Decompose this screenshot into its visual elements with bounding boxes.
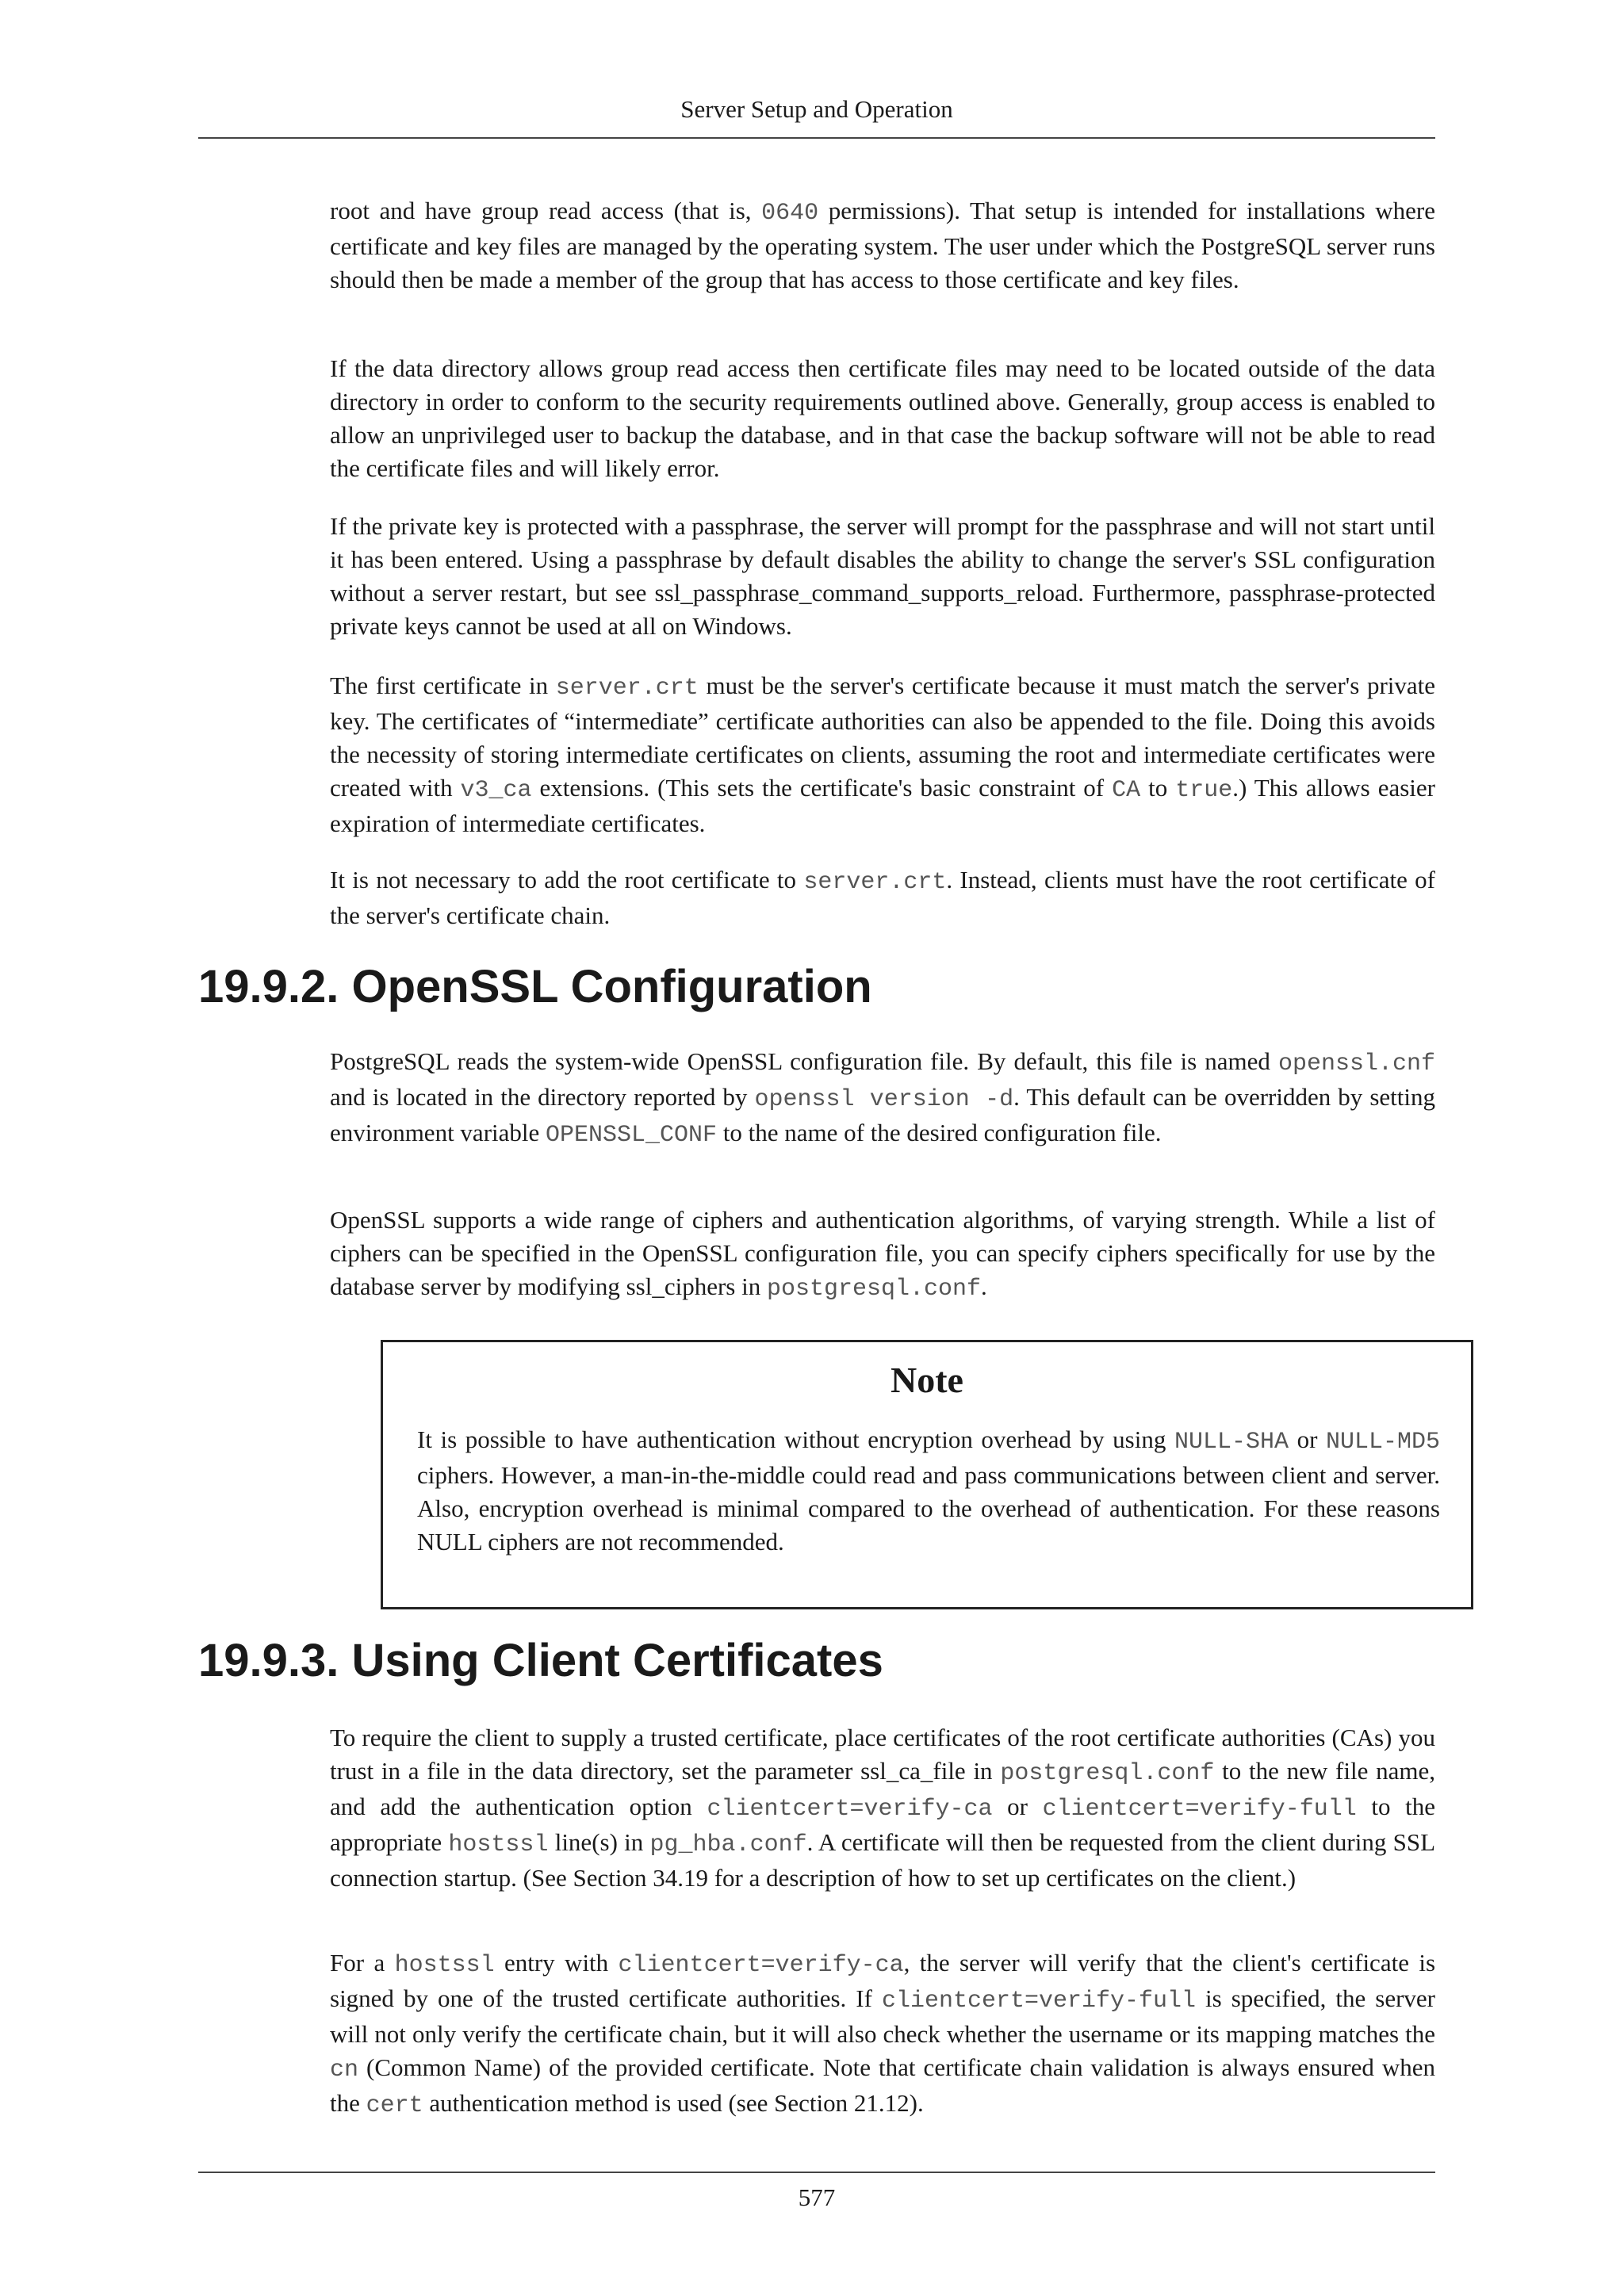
note-title: Note: [891, 1360, 963, 1400]
paragraph-group-access: root and have group read access (that is, 0640 permissions). That setup is intended for installations where certificate and key files are managed by the operating system. The user under which the PostgreSQL server runs should then be made a member of the group that has access to those certificate and key files.: [330, 197, 1435, 293]
footer-rule: [198, 2172, 1435, 2173]
paragraph-data-directory: If the data directory allows group read access then certificate files may need to be located outside of the data directory in order to conform to the security requirements outlined above. Generally, group access is enabled to allow an unprivileged user to backup the database, and in that case the backup software will not be able to read the certificate files and will likely error.: [330, 354, 1435, 482]
code-openssl-version: openssl version -d: [754, 1086, 1014, 1113]
code-postgresql-conf: postgresql.conf: [766, 1276, 982, 1303]
code-hostssl: hostssl: [448, 1831, 549, 1858]
note-box: [381, 1340, 1473, 1609]
code-null-md5: NULL-MD5: [1325, 1429, 1441, 1456]
paragraph-first-certificate: The first certificate in server.crt must be the server's certificate because it must match the server's private key. The certificates of “intermediate” certificate authorities can also be appended to the file. Doing this avoids the necessity of storing intermediate certificates on clients, assuming the root and intermediate certificates were created with v3_ca extensions. (This sets the certificate's basic constraint of CA to true.) This allows easier expiration of intermediate certificates.: [330, 672, 1436, 837]
code-true: true: [1175, 777, 1233, 804]
paragraph-hostssl-verify: For a hostssl entry with clientcert=verify-ca, the server will verify that the client's certificate is signed by one of the trusted certificate authorities. If clientcert=verify-full is specified, the server will not only verify the certificate chain, but it will also check whether the username or its mapping matches the cn (Common Name) of the provided certificate. Note that certificate chain validation is always ensured when the cert authentication method is used (see Section 21.12).: [330, 1949, 1436, 2119]
code-server-crt: server.crt: [803, 869, 947, 896]
code-server-crt: server.crt: [555, 675, 699, 702]
header-rule: [198, 137, 1435, 139]
running-header: Server Setup and Operation: [680, 95, 953, 123]
paragraph-passphrase: If the private key is protected with a passphrase, the server will prompt for the passphrase and will not start until it has been entered. Using a passphrase by default disables the ability to change the server's SSL configuration without a server restart, but see ssl_passphrase_command_supports_reload. Furthermore, passphrase-protected private keys cannot be used at all on Windows.: [330, 512, 1435, 640]
code-cert: cert: [366, 2092, 423, 2119]
code-clientcert-verify-full: clientcert=verify-full: [881, 1988, 1197, 2015]
note-text: It is possible to have authentication without encryption overhead by using NULL-SHA or NULL-MD5 ciphers. However, a man-in-the-middle could read and pass communications between client and server. Also, encryption overhead is minimal compared to the overhead of authentication. For these reasons NULL ciphers are not recommended.: [417, 1425, 1441, 1556]
code-ca: CA: [1112, 777, 1141, 804]
section-heading-openssl-configuration: 19.9.2. OpenSSL Configuration: [198, 961, 872, 1012]
paragraph-ciphers: OpenSSL supports a wide range of ciphers and authentication algorithms, of varying strength. While a list of ciphers can be specified in the OpenSSL configuration file, you can specify ciphers specifically for use by the database server by modifying ssl_ciphers in postgresql.conf.: [330, 1206, 1435, 1303]
code-postgresql-conf: postgresql.conf: [1000, 1760, 1215, 1787]
code-null-sha: NULL-SHA: [1174, 1429, 1289, 1456]
page-number: 577: [798, 2183, 836, 2211]
paragraph-root-certificate: It is not necessary to add the root certificate to server.crt. Instead, clients must have the root certificate of the server's certificate chain.: [330, 866, 1435, 929]
section-heading-client-certificates: 19.9.3. Using Client Certificates: [198, 1635, 883, 1686]
code-openssl-cnf: openssl.cnf: [1277, 1050, 1435, 1077]
code-permissions: 0640: [761, 200, 819, 227]
code-clientcert-verify-ca: clientcert=verify-ca: [618, 1952, 904, 1979]
code-clientcert-verify-ca: clientcert=verify-ca: [707, 1796, 993, 1823]
code-hostssl: hostssl: [394, 1952, 495, 1979]
code-pg-hba-conf: pg_hba.conf: [649, 1831, 807, 1858]
code-clientcert-verify-full: clientcert=verify-full: [1042, 1796, 1357, 1823]
paragraph-openssl-cnf: PostgreSQL reads the system-wide OpenSSL configuration file. By default, this file is named openssl.cnf and is located in the directory reported by openssl version -d. This default can be overridden by setting environment variable OPENSSL_CONF to the name of the desired configuration file.: [330, 1047, 1436, 1149]
paragraph-require-client-certificate: To require the client to supply a trusted certificate, place certificates of the root certificate authorities (CAs) you trust in a file in the data directory, set the parameter ssl_ca_file in postgresql.conf to the new file name, and add the authentication option clientcert=verify-ca or clientcert=verify-full to the appropriate hostssl line(s) in pg_hba.conf. A certificate will then be requested from the client during SSL connection startup. (See Section 34.19 for a description of how to set up certificates on the client.): [330, 1724, 1436, 1892]
code-openssl-conf: OPENSSL_CONF: [546, 1122, 718, 1149]
code-v3-ca: v3_ca: [460, 777, 532, 804]
code-cn: cn: [330, 2057, 359, 2084]
